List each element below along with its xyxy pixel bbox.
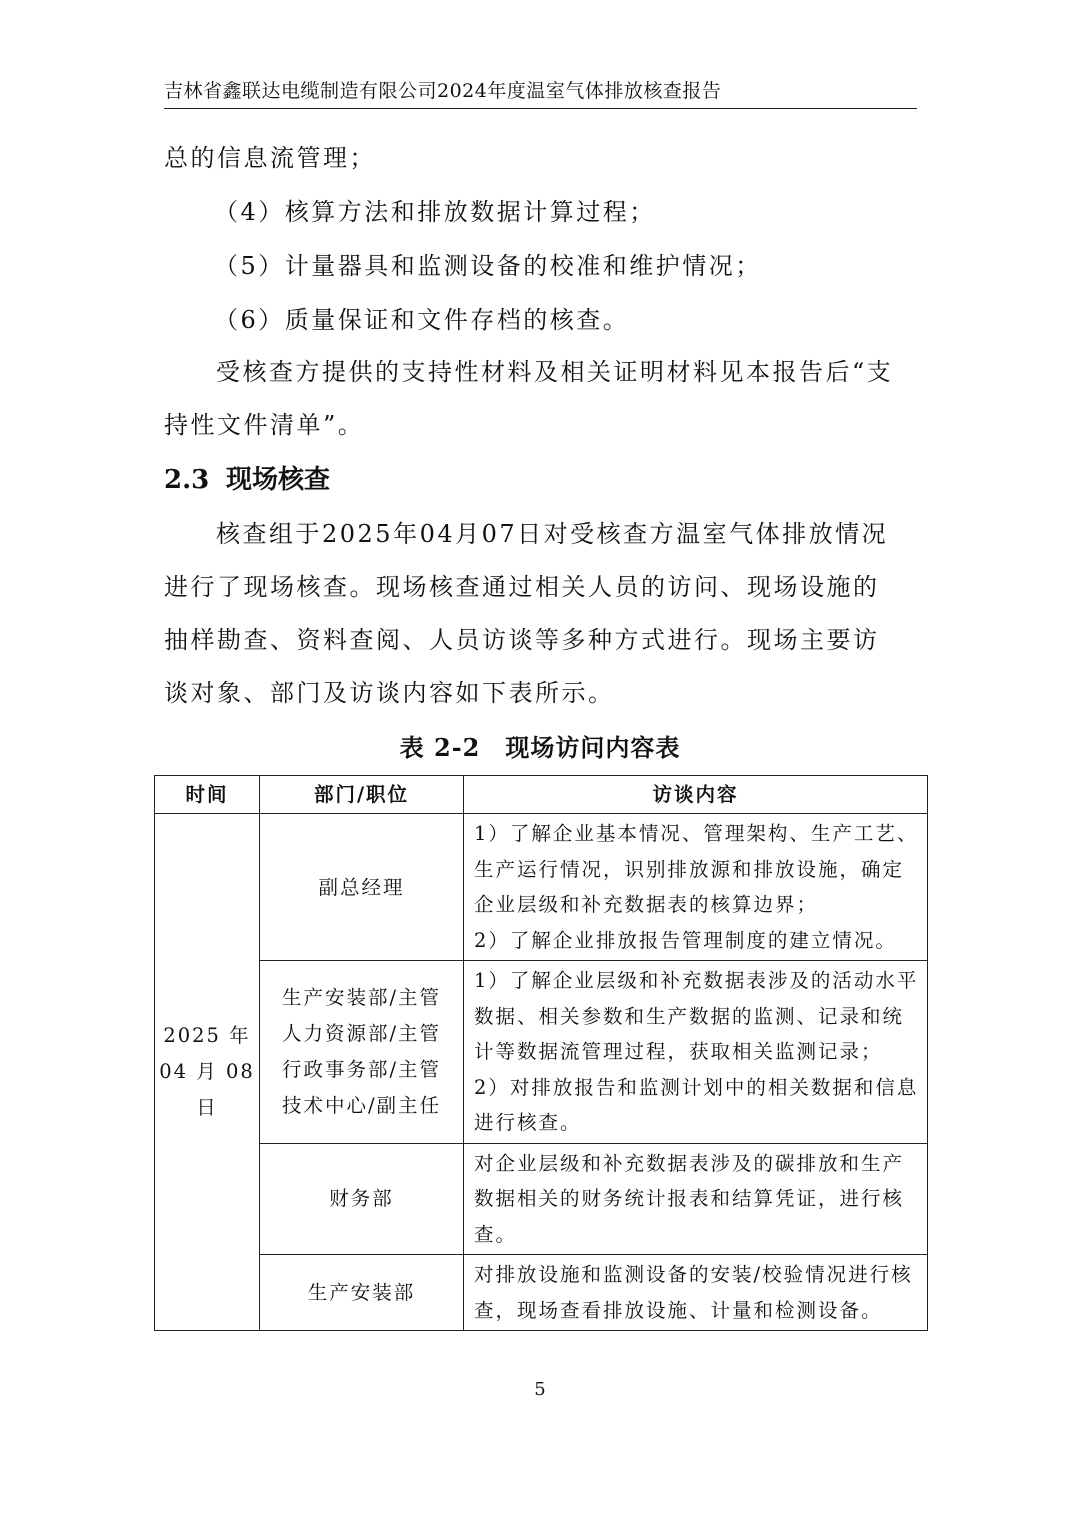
intro-continuation: 总的信息流管理； — [164, 144, 376, 172]
page-number: 5 — [534, 1379, 546, 1400]
list-item-5: （5）计量器具和监测设备的校准和维护情况； — [214, 252, 762, 280]
content-cell: 对企业层级和补充数据表涉及的碳排放和生产数据相关的财务统计报表和结算凭证，进行核查。 — [464, 1143, 928, 1255]
support-paragraph: 受核查方提供的支持性材料及相关证明材料见本报告后“支持性文件清单”。 — [164, 358, 894, 439]
header-time: 时间 — [155, 776, 260, 814]
header-department: 部门/职位 — [260, 776, 464, 814]
content-cell: 1）了解企业基本情况、管理架构、生产工艺、生产运行情况，识别排放源和排放设施，确定企业层级和补充数据表的核算边界； 2）了解企业排放报告管理制度的建立情况。 — [464, 814, 928, 961]
list-item-4: （4）核算方法和排放数据计算过程； — [214, 198, 656, 226]
department-cell: 财务部 — [260, 1143, 464, 1255]
table-caption: 表 2-2 现场访问内容表 — [399, 733, 681, 762]
header-content: 访谈内容 — [464, 776, 928, 814]
table-row — [155, 1143, 928, 1255]
section-heading — [164, 464, 330, 496]
table-row — [155, 961, 928, 1144]
section-title: 现场核查 — [226, 465, 331, 495]
department-cell: 生产安装部/主管 人力资源部/主管 行政事务部/主管 技术中心/副主任 — [260, 961, 464, 1144]
department-cell: 生产安装部 — [260, 1255, 464, 1331]
content-cell: 对排放设施和监测设备的安装/校验情况进行核查，现场查看排放设施、计量和检测设备。 — [464, 1255, 928, 1331]
table-row — [155, 1255, 928, 1331]
table-header-row — [155, 776, 928, 814]
running-header: 吉林省鑫联达电缆制造有限公司2024年度温室气体排放核查报告 — [164, 78, 917, 109]
section-paragraph: 核查组于2025年04月07日对受核查方温室气体排放情况进行了现场核查。现场核查通过相关人员的访问、现场设施的抽样勘查、资料查阅、人员访谈等多种方式进行。现场主要访谈对象、部门及访谈内容如下表所示。 — [164, 520, 889, 707]
interview-table — [154, 775, 928, 1331]
section-number: 2.3 — [164, 465, 210, 495]
department-cell: 副总经理 — [260, 814, 464, 961]
table-row — [155, 814, 928, 961]
list-item-6: （6）质量保证和文件存档的核查。 — [214, 306, 630, 334]
content-cell: 1）了解企业层级和补充数据表涉及的活动水平数据、相关参数和生产数据的监测、记录和统计等数据流管理过程，获取相关监测记录； 2）对排放报告和监测计划中的相关数据和信息进行核查。 — [464, 961, 928, 1144]
date-cell: 2025 年 04 月 08 日 — [155, 814, 260, 1331]
